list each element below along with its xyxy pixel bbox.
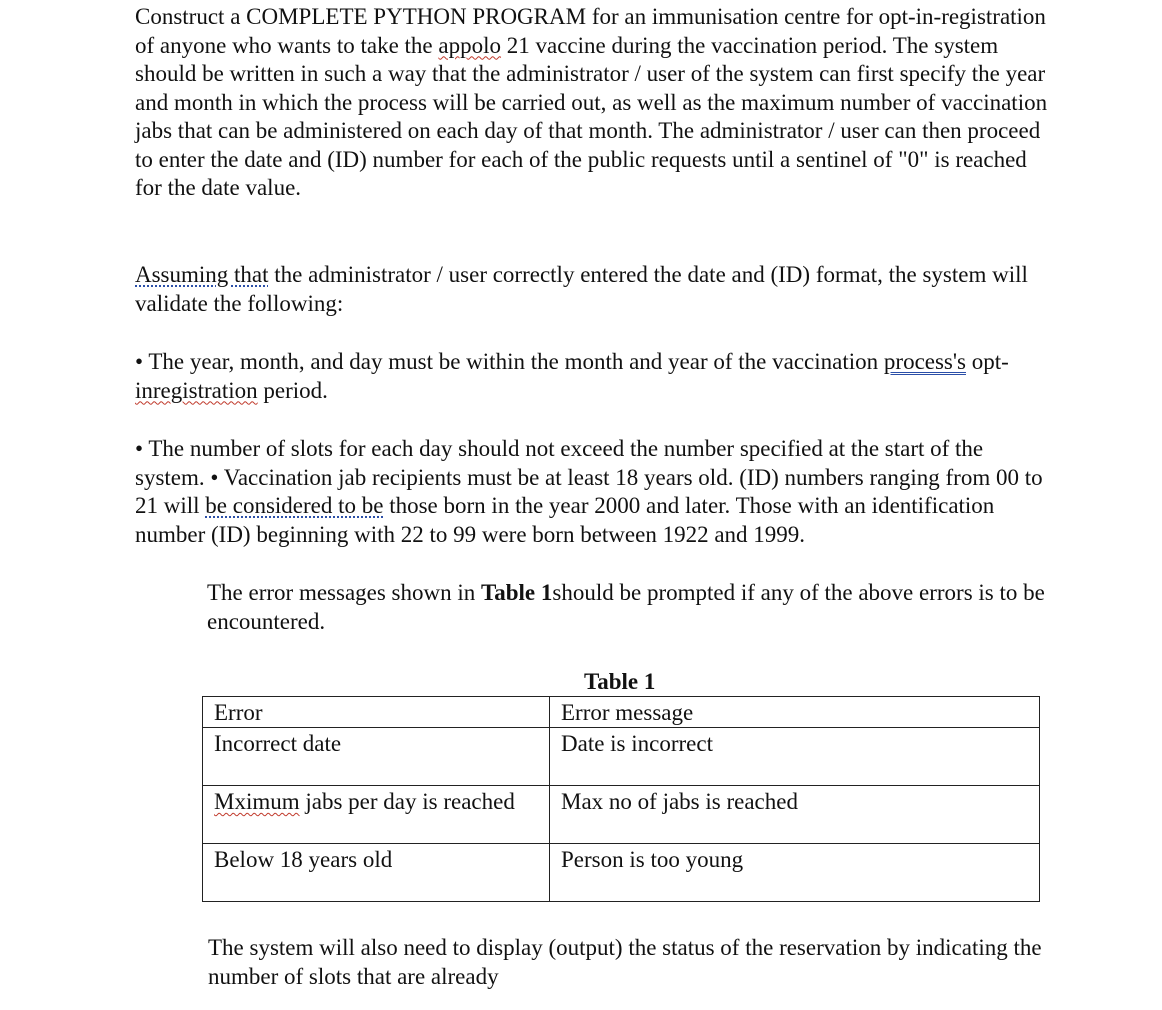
table-cell-message: Date is incorrect [550, 728, 1040, 786]
final-paragraph: The system will also need to display (output) the status of the reservation by indicating the number of slots that are already [208, 935, 1042, 989]
table-reference: Table 1 [481, 580, 553, 605]
table-row [203, 786, 1040, 844]
table-caption: Table 1 [584, 669, 656, 694]
bullet-date-validation [135, 348, 1050, 405]
bullet1-text-2: opt- [965, 349, 1009, 374]
grammar-flag-process: process's [883, 349, 966, 374]
table-cell-message: Max no of jabs is reached [550, 786, 1040, 844]
table-cell-error [203, 786, 550, 844]
grammar-flag-assuming-that: Assuming that [135, 262, 269, 287]
table-header-message: Error message [550, 697, 1040, 728]
assumption-text: the administrator / user correctly entered the date and (ID) format, the system will validate the following: [135, 262, 1028, 316]
bullet1-text-1: • The year, month, and day must be within the month and year of the vaccination [135, 349, 884, 374]
errors-text-2: should be prompted if any of the above errors is to be encountered. [207, 580, 1045, 634]
misspelled-word-appolo: appolo [438, 32, 502, 58]
table-row [203, 728, 1040, 786]
table-header-error: Error [203, 697, 550, 728]
bullet2-text-2: those born in the year 2000 and later. Those with an identification number (ID) beginning with 22 to 99 were born between 1922 and 1999. [135, 493, 995, 547]
misspelled-word-inregistration: inregistration [135, 377, 258, 403]
errors-text-1: The error messages shown in [207, 580, 482, 605]
table-header-row [203, 697, 1040, 728]
misspelled-word-mximum: Mximum [214, 789, 300, 814]
table-row [203, 844, 1040, 902]
error-messages-paragraph [207, 579, 1052, 636]
intro-paragraph [135, 3, 1050, 203]
intro-text-2: 21 vaccine during the vaccination period. The system should be written in such a way that the administrator / user of the system can first specify the year and month in which the process will be carried out, as well as the maximum number of vaccination jabs that can be administered on each day of that month. The administrator / user can then proceed to enter the date and (ID) number for each of the public requests until a sentinel of "0" is reached for the date value. [135, 32, 1048, 200]
bullet1-text-3: period. [257, 377, 328, 403]
bullet2-text-1: • The number of slots for each day should not exceed the number specified at the start of the system. • Vaccination jab recipients must be at least 18 years old. (ID) numbers ranging from 00 to 21 will [135, 436, 1043, 518]
error-table [202, 696, 1040, 902]
intro-text-1: Construct a COMPLETE PYTHON PROGRAM for an immunisation centre for opt-in-registration of anyone who wants to take the [135, 4, 1046, 58]
table-cell-error-rest: jabs per day is reached [299, 789, 515, 814]
table-cell-error: Incorrect date [203, 728, 550, 786]
assumption-paragraph [135, 261, 1050, 318]
table-cell-message: Person is too young [550, 844, 1040, 902]
grammar-flag-considered: be considered to be [205, 493, 384, 518]
bullet-slots-and-age [135, 435, 1050, 549]
table-cell-error: Below 18 years old [203, 844, 550, 902]
